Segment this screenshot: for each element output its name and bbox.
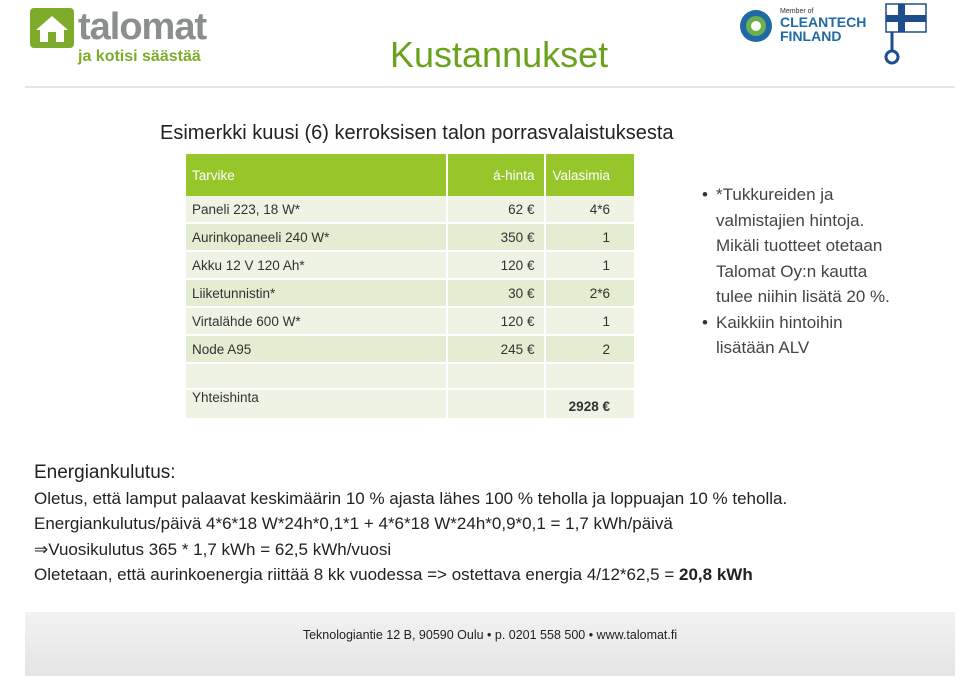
row-item: Aurinkopaneeli 240 W* <box>186 224 448 252</box>
section-subtitle: Esimerkki kuusi (6) kerroksisen talon porrasvalaistuksesta <box>160 122 674 144</box>
energy-purchase: Oletetaan, että aurinkoenergia riittää 8 kk vuodessa => ostettava energia 4/12*62,5 = 20,8 kWh <box>34 565 753 584</box>
cost-table <box>186 154 636 420</box>
talomat-logo <box>30 8 210 70</box>
table-row <box>186 252 636 280</box>
row-price: 245 € <box>448 336 547 364</box>
cleantech-country: FINLAND <box>780 28 842 44</box>
total-value: 2928 € <box>546 390 636 420</box>
table-total-row <box>186 390 636 420</box>
table-row <box>186 308 636 336</box>
energy-yearly: ⇒Vuosikulutus 365 * 1,7 kWh = 62,5 kWh/vuosi <box>34 539 392 559</box>
row-item: Node A95 <box>186 336 448 364</box>
table-row <box>186 196 636 224</box>
row-item: Paneli 223, 18 W* <box>186 196 448 224</box>
row-qty: 4*6 <box>546 196 636 224</box>
row-price: 120 € <box>448 308 547 336</box>
row-qty: 2 <box>546 336 636 364</box>
column-header-price: á-hinta <box>448 154 547 196</box>
header-divider <box>25 86 955 88</box>
logo-tagline: ja kotisi säästää <box>78 48 201 65</box>
energy-daily: Energiankulutus/päivä 4*6*18 W*24h*0,1*1 + 4*6*18 W*24h*0,9*0,1 = 1,7 kWh/päivä <box>34 514 673 533</box>
row-qty: 1 <box>546 252 636 280</box>
row-price: 30 € <box>448 280 547 308</box>
cleantech-finland-logo <box>738 6 868 46</box>
note-item: • Kaikkiin hintoihin lisätään ALV <box>702 310 902 361</box>
table-row <box>186 224 636 252</box>
table-row <box>186 280 636 308</box>
page-title: Kustannukset <box>390 34 609 75</box>
cleantech-badge-icon <box>738 8 774 44</box>
row-price: 350 € <box>448 224 547 252</box>
row-price: 120 € <box>448 252 547 280</box>
table-blank-row <box>186 364 636 390</box>
cleantech-name: CLEANTECH <box>780 14 867 30</box>
column-header-item: Tarvike <box>186 154 448 196</box>
row-qty: 1 <box>546 308 636 336</box>
footer-contact: Teknologiantie 12 B, 90590 Oulu • p. 0201 558 500 • www.talomat.fi <box>302 628 678 642</box>
column-header-qty: Valasimia <box>546 154 636 196</box>
implies-arrow-icon: ⇒ <box>34 539 49 559</box>
purchase-amount: 20,8 kWh <box>679 565 753 584</box>
row-qty: 2*6 <box>546 280 636 308</box>
key-flag-icon <box>878 2 928 66</box>
row-qty: 1 <box>546 224 636 252</box>
table-row <box>186 336 636 364</box>
energy-heading: Energiankulutus: <box>34 462 176 483</box>
row-item: Virtalähde 600 W* <box>186 308 448 336</box>
note-item: • *Tukkureiden ja valmistajien hintoja. Mikäli tuotteet otetaan Talomat Oy:n kautta tulee niihin lisätä 20 %. <box>702 182 902 310</box>
price-notes <box>702 182 902 361</box>
logo-name: talomat <box>78 6 207 48</box>
total-label: Yhteishinta <box>186 390 448 420</box>
row-item: Liiketunnistin* <box>186 280 448 308</box>
energy-assumption: Oletus, että lamput palaavat keskimäärin 10 % ajasta lähes 100 % teholla ja loppuajan 10 % teholla. <box>34 488 788 508</box>
house-logo-icon <box>30 8 74 48</box>
cleantech-member-text: Member of <box>780 8 814 15</box>
table-header-row <box>186 154 636 196</box>
footer <box>25 612 955 676</box>
energy-section <box>34 460 934 588</box>
row-item: Akku 12 V 120 Ah* <box>186 252 448 280</box>
row-price: 62 € <box>448 196 547 224</box>
